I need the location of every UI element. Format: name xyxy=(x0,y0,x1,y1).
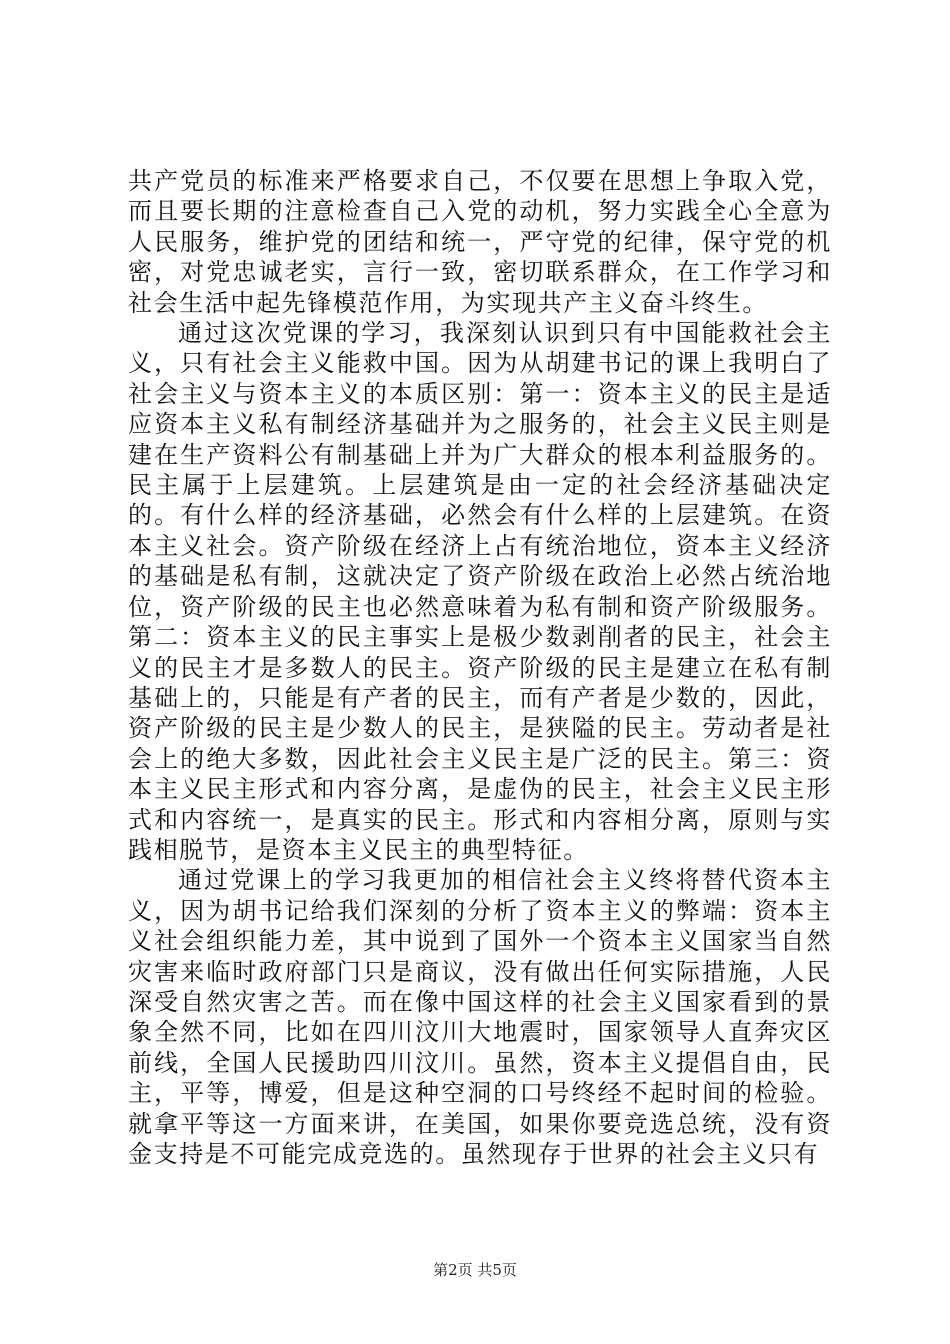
body-text xyxy=(128,166,832,1169)
paragraph-2: 通过这次党课的学习，我深刻认识到只有中国能救社会主义，只有社会主义能救中国。因为从胡建书记的课上我明白了社会主义与资本主义的本质区别：第一：资本主义的民主是适应资本主义私有制经济基础并为之服务的，社会主义民主则是建在生产资料公有制基础上并为广大群众的根本利益服务的。民主属于上层建筑。上层建筑是由一定的社会经济基础决定的。有什么样的经济基础，必然会有什么样的上层建筑。在资本主义社会。资产阶级在经济上占有统治地位，资本主义经济的基础是私有制，这就决定了资产阶级在政治上必然占统治地位，资产阶级的民主也必然意味着为私有制和资产阶级服务。第二：资本主义的民主事实上是极少数剥削者的民主，社会主义的民主才是多数人的民主。资产阶级的民主是建立在私有制基础上的，只能是有产者的民主，而有产者是少数的，因此，资产阶级的民主是少数人的民主，是狭隘的民主。劳动者是社会上的绝大多数，因此社会主义民主是广泛的民主。第三：资本主义民主形式和内容分离，是虚伪的民主，社会主义民主形式和内容统一，是真实的民主。形式和内容相分离，原则与实践相脱节，是资本主义民主的典型特征。 xyxy=(128,319,832,864)
paragraph-1: 共产党员的标准来严格要求自己，不仅要在思想上争取入党，而且要长期的注意检查自己入党的动机，努力实践全心全意为人民服务，维护党的团结和统一，严守党的纪律，保守党的机密，对党忠诚老实，言行一致，密切联系群众，在工作学习和社会生活中起先锋模范作用，为实现共产主义奋斗终生。 xyxy=(128,167,832,317)
page-footer: 第2页 共5页 xyxy=(433,1261,517,1279)
paragraph-3: 通过党课上的学习我更加的相信社会主义终将替代资本主义，因为胡书记给我们深刻的分析了资本主义的弊端：资本主义社会组织能力差，其中说到了国外一个资本主义国家当自然灾害来临时政府部门只是商议，没有做出任何实际措施，人民深受自然灾害之苦。而在像中国这样的社会主义国家看到的景象全然不同，比如在四川汶川大地震时，国家领导人直奔灾区前线，全国人民援助四川汶川。虽然，资本主义提倡自由，民主，平等，博爱，但是这种空洞的口号终经不起时间的检验。就拿平等这一方面来讲，在美国，如果你要竞选总统，没有资金支持是不可能完成竞选的。虽然现存于世界的社会主义只有 xyxy=(128,866,832,1168)
